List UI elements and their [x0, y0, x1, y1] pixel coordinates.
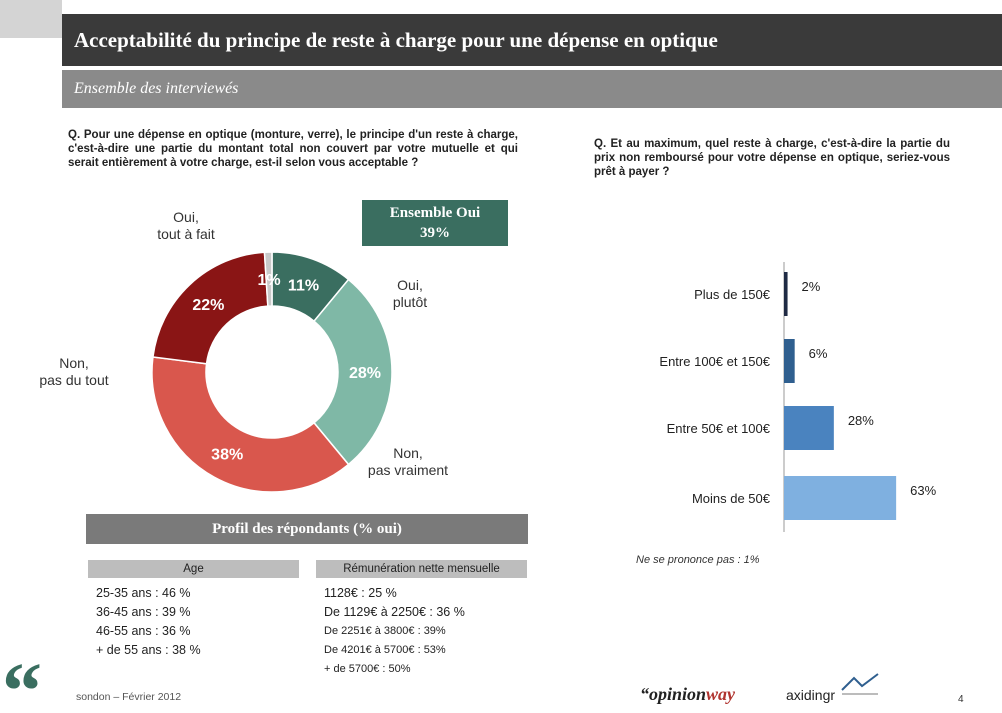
bar	[784, 272, 788, 316]
donut-slice-value: 1%	[257, 272, 281, 290]
right-question: Q. Et au maximum, quel reste à charge, c'est-à-dire la partie du prix non remboursé pour votre dépense en optique, seriez-vous prêt à payer ?	[594, 138, 950, 178]
quote-mark-icon: “	[2, 648, 42, 713]
bar-value-label: 28%	[847, 413, 874, 428]
bar	[784, 406, 834, 450]
donut-slice-label: Oui, tout à fait	[157, 209, 215, 242]
bar-value-label: 6%	[808, 346, 828, 361]
donut-slice-label: Oui, plutôt	[392, 277, 428, 310]
opinionway-logo: “opinionway	[640, 684, 736, 704]
age-list	[96, 584, 201, 660]
profil-title: Profil des répondants (% oui)	[86, 514, 528, 544]
bar	[784, 476, 896, 520]
partner-logo-mark-icon	[840, 672, 880, 696]
age-row: + de 55 ans : 38 %	[96, 643, 201, 657]
donut-slice-label: Non, pas du tout	[39, 355, 109, 388]
remuneration-row: De 1129€ à 2250€ : 36 %	[324, 605, 465, 619]
remuneration-header: Rémunération nette mensuelle	[316, 560, 527, 578]
bar-category-label: Entre 50€ et 100€	[666, 421, 770, 436]
page-subtitle: Ensemble des interviewés	[74, 80, 239, 97]
left-question: Q. Pour une dépense en optique (monture, verre), le principe d'un reste à charge, c'est-à-dire une partie du montant total non couvert par votre mutuelle et qui serait entièrement à votre charge, est-il selon vous acceptable ?	[68, 129, 518, 169]
donut-slice-value: 28%	[348, 365, 382, 382]
age-row: 36-45 ans : 39 %	[96, 605, 191, 619]
ensemble-oui-value: 39%	[420, 225, 450, 241]
bar	[784, 339, 795, 383]
donut-slice-value: 11%	[287, 277, 320, 295]
age-row: 46-55 ans : 36 %	[96, 624, 191, 638]
page-number: 4	[958, 694, 964, 705]
bar-value-label: 2%	[801, 279, 821, 294]
ensemble-oui-label: Ensemble Oui	[389, 205, 481, 221]
age-header: Age	[88, 560, 299, 578]
remuneration-row: De 4201€ à 5700€ : 53%	[324, 644, 446, 656]
bar-category-label: Entre 100€ et 150€	[659, 354, 770, 369]
donut-slice-value: 22%	[192, 297, 225, 315]
remuneration-row: De 2251€ à 3800€ : 39%	[324, 625, 446, 637]
partner-logo: axidingr	[786, 687, 836, 703]
bar-category-label: Plus de 150€	[694, 287, 770, 302]
bar-value-label: 63%	[910, 483, 937, 498]
no-opinion-note: Ne se prononce pas : 1%	[636, 554, 760, 566]
page-title: Acceptabilité du principe de reste à charge pour une dépense en optique	[74, 28, 718, 52]
logo-accent-text: way	[706, 684, 736, 704]
footer-source: sondon – Février 2012	[76, 691, 182, 703]
age-row: 25-35 ans : 46 %	[96, 586, 191, 600]
donut-slice-value: 38%	[211, 446, 244, 464]
remuneration-list	[324, 584, 465, 679]
donut-slice-label: Non, pas vraiment	[367, 445, 449, 478]
remuneration-row: 1128€ : 25 %	[324, 586, 397, 600]
remuneration-row: + de 5700€ : 50%	[324, 663, 411, 675]
logo-main-text: opinion	[649, 684, 707, 704]
bar-category-label: Moins de 50€	[691, 491, 770, 506]
